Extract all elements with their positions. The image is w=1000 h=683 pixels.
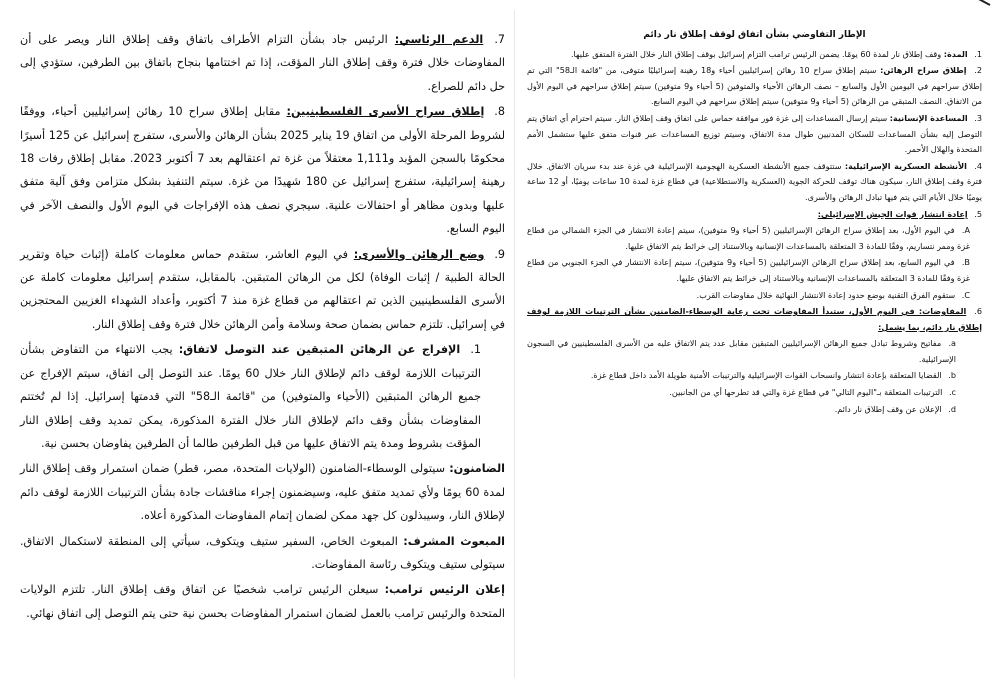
point-text: في اليوم الأول، بعد إطلاق سراح الرهائن الإسرائيليين (5 أحياء و9 متوفين)، سيتم إعادة الانتشار في الجزء الشمالي من قطاع غزة وممر نتساريم، وفقًا للمادة 3 المتعلقة بالمساعدات الإنسانية وبالاستناد إلى خرائط يتم الاتفاق عليها.	[527, 225, 970, 251]
clause-text: سيتم إطلاق سراح 10 رهائن إسرائيليين أحياء و18 رهينة إسرائيليًا متوفى، من "قائمة الـ58" التي تم إطلاق سراحهم في اليومين الأول والسابع – نصف الرهائن الأحياء والمتوفين (5 أحياء و9 متوفين) سيتم إطلاق سراحهم في اليوم الأول من الاتفاق. النصف المتبقي من الرهائن (5 أحياء و9 متوفين) سيتم إطلاق سراحهم في اليوم السابع.	[527, 65, 982, 107]
clause-heading: الأنشطة العسكرية الإسرائيلية:	[844, 160, 967, 171]
point-letter: d.	[948, 403, 956, 414]
clause-guarantors	[20, 457, 505, 527]
clause-duration	[527, 47, 982, 63]
clause-heading: المبعوث المشرف:	[403, 534, 505, 548]
clause-number: 2.	[974, 65, 983, 76]
clause-number: 6.	[974, 306, 983, 317]
clause-number: 5.	[974, 208, 982, 219]
negotiation-point-d	[527, 402, 982, 418]
clause-number: 4.	[974, 160, 982, 171]
redeploy-point-c	[527, 288, 982, 304]
clause-heading: الإفراج عن الرهائن المتبقين عند التوصل لاتفاق:	[178, 343, 461, 357]
point-letter: b.	[948, 370, 956, 381]
point-text: مفاتيح وشروط تبادل جميع الرهائن الإسرائيليين المتبقين مقابل عدد يتم الاتفاق عليه من الأسرى الفلسطينيين في السجون الإسرائيلية.	[527, 338, 956, 364]
clause-number: 8.	[494, 105, 505, 119]
clause-humanitarian-aid	[527, 111, 982, 158]
clause-presidential-support	[20, 28, 505, 98]
negotiation-point-b	[527, 368, 982, 384]
document-title: الإطار التفاوضي بشأن اتفاق لوقف إطلاق نار دائم	[643, 30, 866, 40]
document-page-2	[20, 28, 505, 678]
clause-heading: المدة:	[943, 48, 968, 59]
clause-heading: المساعدة الإنسانية:	[889, 112, 968, 123]
negotiation-point-a	[527, 336, 982, 367]
clause-text: سيعلن الرئيس ترامب شخصيًا عن اتفاق وقف إطلاق النار. تلتزم الولايات المتحدة والرئيس ترامب بالعمل لضمان استمرار المفاوضات بحسن نية حتى يتم التوصل إلى اتفاق نهائي.	[20, 583, 505, 620]
page-divider	[514, 10, 515, 678]
clause-number: 7.	[494, 33, 505, 46]
point-letter: C.	[961, 289, 970, 300]
clause-remaining-hostages	[20, 338, 505, 455]
clause-negotiations	[527, 304, 982, 335]
clause-text: سيتولى الوسطاء-الضامنون (الولايات المتحدة، مصر، قطر) ضمان استمرار وقف إطلاق النار لمدة 60 يومًا ولأي تمديد متفق عليه، وسيضمنون إجراء مناقشات جادة بشأن الترتيبات اللازمة لوقف دائم لإطلاق النار، وسيبذلون كل جهد ممكن لضمان إتمام المفاوضات المذكورة أعلاه.	[20, 462, 505, 523]
clause-text: سيتم إرسال المساعدات إلى غزة فور موافقة حماس على اتفاق وقف إطلاق النار. سيتم احترام أي اتفاق يتم التوصل إليه بشأن المساعدات للسكان المدنيين طوال مدة الاتفاق، وسيتم توزيع المساعدات عبر قنوات متفق عليها ستشمل الأمم المتحدة والهلال الأحمر.	[527, 112, 982, 155]
clause-text: مقابل إطلاق سراح 10 رهائن إسرائيليين أحياء، ووفقًا لشروط المرحلة الأولى من اتفاق 19 يناير 2025 بشأن الرهائن والأسرى، ستفرج إسرائيل عن 125 أسيرًا محكومًا بالسجن المؤبد و1,111 معتقلاً من غزة تم اعتقالهم بعد 7 أكتوبر 2023. مقابل إطلاق رفات 18 رهينة إسرائيلية، ستفرج إسرائيل عن 180 شهيدًا من غزة. سيتم التنفيذ بشكل متزامن وفق آلية متفق عليها وبدون مظاهر أو احتفالات علنية. سيجري نصف هذه الإفراجات في اليوم الأول والنصف الآخر في اليوم السابع.	[20, 105, 505, 236]
clause-heading: إطلاق سراح الأسرى الفلسطينيين:	[286, 105, 485, 119]
negotiation-point-c	[527, 385, 982, 401]
clause-military-activity	[527, 159, 982, 206]
clause-number: 3.	[974, 112, 983, 123]
clause-heading: المفاوضات: في اليوم الأول، ستبدأ المفاوضات تحت رعاية الوسطاء-الضامنين بشأن الترتيبات اللازمة لوقف إطلاق نار دائم، بما يشمل:	[527, 306, 982, 332]
clause-supervising-envoy	[20, 530, 505, 577]
point-letter: c.	[948, 387, 956, 398]
clause-heading: وضع الرهائن والأسرى:	[353, 247, 485, 261]
point-text: في اليوم السابع، بعد إطلاق سراح الرهائن الإسرائيليين (5 أحياء و9 متوفين)، سيتم إعادة الانتشار في الجزء الجنوبي من قطاع غزة وفقًا للمادة 3 المتعلقة بالمساعدات الإنسانية وبالاستناد إلى خرائط يتم الاتفاق عليها.	[527, 257, 970, 283]
clause-trump-announcement	[20, 578, 505, 625]
clause-heading: إعادة انتشار قوات الجيش الإسرائيلي:	[817, 208, 968, 219]
clause-text: وقف إطلاق نار لمدة 60 يومًا. يضمن الرئيس ترامب التزام إسرائيل بوقف إطلاق النار خلال الفترة المتفق عليها.	[570, 48, 942, 59]
clause-heading: الضامنون:	[449, 462, 505, 476]
point-letter: A.	[961, 225, 971, 236]
clause-text: المبعوث الخاص، السفير ستيف ويتكوف، سيأتي إلى المنطقة لاستكمال الاتفاق. سيتولى ستيف ويتكوف رئاسة المفاوضات.	[20, 534, 505, 571]
clause-text: الرئيس جاد بشأن التزام الأطراف باتفاق وقف إطلاق النار ويصر على أن المفاوضات خلال فترة وقف إطلاق النار المؤقت، إذا تم اختتامها بنجاح باتفاق بين الطرفين، ستؤدي إلى حل دائم للصراع.	[20, 33, 505, 93]
clause-heading: الدعم الرئاسي:	[394, 33, 484, 46]
point-letter: a.	[948, 338, 957, 349]
clause-hostage-release	[527, 63, 982, 110]
clause-number: 1.	[974, 48, 982, 59]
page-corner-mark	[944, 0, 991, 6]
clause-heading: إعلان الرئيس ترامب:	[384, 583, 505, 597]
clause-text: يجب الانتهاء من التفاوض بشأن الترتيبات اللازمة لوقف دائم لإطلاق النار خلال 60 يومًا. عند التوصل إلى اتفاق، سيتم الإفراج عن جميع الرهائن المتبقين (الأحياء والمتوفين) من "قائمة الـ58" التي قدمتها إسرائيل. إذا لم تُختتم المفاوضات بشأن وقف دائم لإطلاق النار خلال الفترة المذكورة، يمكن تمديد وقف إطلاق النار المؤقت بشروط ومدة يتم الاتفاق عليها من قبل الطرفين طالما أن الطرفين يفاوضان بحسن نية.	[20, 343, 481, 450]
clause-redeployment	[527, 207, 982, 223]
clause-heading: إطلاق سراح الرهائن:	[880, 65, 967, 76]
point-text: ستقوم الفرق التقنية بوضع حدود إعادة الانتشار النهائية خلال مفاوضات القرب.	[696, 289, 956, 300]
point-text: الترتيبات المتعلقة بـ"اليوم التالي" في قطاع غزة والتي قد تطرحها أي من الجانبين.	[669, 387, 943, 398]
point-letter: B.	[961, 257, 970, 268]
clause-text: ستتوقف جميع الأنشطة العسكرية الهجومية الإسرائيلية في غزة عند بدء سريان الاتفاق. خلال فترة وقف إطلاق النار، سيكون هناك توقف للحركة الجوية (العسكرية والاستطلاعية) في قطاع غزة لمدة 10 ساعات يوميًا، أو 12 ساعة يوميًا خلال الأيام التي يتم فيها تبادل الرهائن والأسرى.	[527, 160, 982, 202]
redeploy-point-b	[527, 255, 982, 286]
clause-text: في اليوم العاشر، ستقدم حماس معلومات كاملة (إثبات حياة وتقرير الحالة الطبية / إثبات الوفاة) لكل من الرهائن المتبقين. بالمقابل، ستقدم إسرائيل معلومات كاملة عن الأسرى الفلسطينيين الذين تم اعتقالهم من قطاع غزة منذ 7 أكتوبر، وأعداد الشهداء الغزيين المحتجزين في إسرائيل. تلتزم حماس بضمان صحة وسلامة وأمن الرهائن خلال فترة وقف إطلاق النار.	[20, 247, 506, 331]
redeploy-point-a	[527, 223, 982, 254]
clause-number: 1.	[470, 343, 481, 357]
document-page-1	[527, 28, 982, 678]
clause-prisoner-release	[20, 100, 505, 240]
point-text: القضايا المتعلقة بإعادة انتشار وانسحاب القوات الإسرائيلية والترتيبات الأمنية طويلة الأمد داخل قطاع غزة.	[590, 370, 942, 381]
point-text: الإعلان عن وقف إطلاق نار دائم.	[834, 403, 942, 414]
clause-number: 9.	[494, 247, 505, 261]
clause-hostage-status	[20, 243, 505, 337]
